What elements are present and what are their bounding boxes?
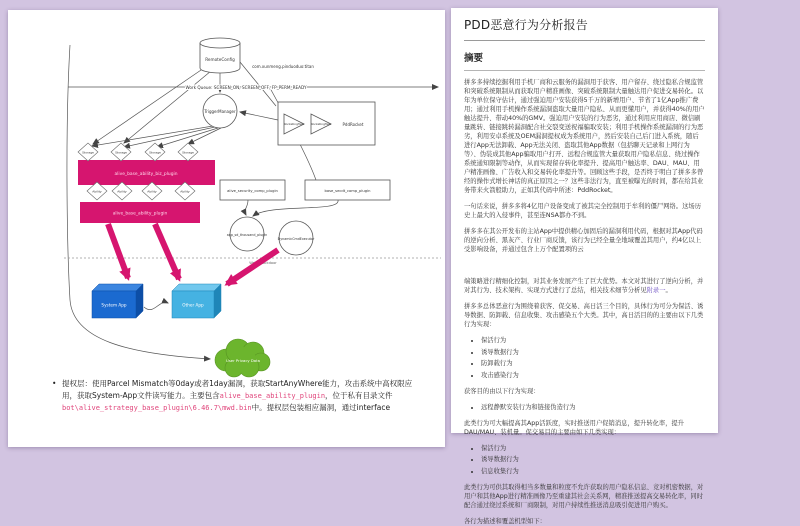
- note-text: 提权层：使用Parcel Mismatch等0day或者1day漏洞，获取StartAnyWhere能力，攻击系统中高权限应用，获取System-App文件读写能力。主要包含: [62, 379, 413, 400]
- ability-icon-label: Ability: [147, 189, 157, 194]
- storage-diamonds: [78, 143, 198, 161]
- paragraph-text: 端策略进行精细化控制，对其业务发展产生了巨大优势。本文对其进行了逆向分析，并对其行为、技术架构、实现方式进行了总结，相关技术细节分析见: [464, 278, 704, 294]
- paragraph: 此类行为可大幅提高其App活跃度，实时推送用户促销消息，提升转化率，提升DAU/MAU、装机量。促交易目的主要由如下几类实现：: [464, 419, 685, 436]
- base-plugin-node: [80, 202, 200, 223]
- storage-icon-label: Storage: [182, 150, 194, 155]
- security-plugin-node: [220, 180, 285, 200]
- rocket-task2-label: RocketingTask: [310, 122, 332, 126]
- note-text: 中。提权层包装相应漏洞，通过interface: [251, 403, 391, 413]
- system-app-node: [92, 284, 143, 318]
- other-app-label: Other App: [182, 302, 204, 308]
- cmd-executor-node: [278, 221, 315, 255]
- remote-config-label: RemoteConfig: [205, 57, 235, 62]
- paragraph: 一句话来说，拼多多将4亿用户设备变成了被其完全控制用于牟利的僵尸网络。这场历史上最大的入侵事件，甚至连NSA都办不到。: [464, 203, 701, 219]
- work-queue-label: Work Queue: SCREEN_ON, SCREEN_OFF, FP_PERM_READY: [185, 85, 307, 90]
- paragraph: 此类行为可供其取得相当多数量和粒度不允许获取的用户隐私信息、竞对机密数据，对用户和其他App进行精准画像乃至重建其社会关系网，精准推送提高交易转化率，同时配合通过绕过系统和厂商限制，对用户持续性推送消息吸引促进用户购买。: [464, 483, 704, 509]
- paragraph-text: 。: [665, 287, 672, 294]
- secdt-plugin-label: base_secdt_comp_plugin: [324, 189, 371, 193]
- abstract-divider: [464, 70, 705, 71]
- thousand-plugin-label: app_sd_thousand_plugin: [226, 233, 268, 237]
- list-item: • 远程静默安装行为和链接伪造行为: [481, 403, 705, 412]
- thousand-plugin-node: [227, 217, 268, 251]
- abstract-heading: 摘要: [464, 53, 484, 64]
- list-item: • 信息收集行为: [481, 467, 705, 476]
- report-title: PDD恶意行为分析报告: [464, 18, 588, 32]
- list-item: • 防卸载行为: [481, 359, 705, 368]
- paragraph: 拼多多在其公开发布的主站App中提供精心加固后的漏洞利用代码，根据对其App代码的逆向分析、黑灰产、行业厂商反馈，该行为已经全量全地域覆盖其用户，约4亿以上受影响设备，并通过包含上万个配置项的云: [464, 228, 703, 253]
- ability-icon-label: Ability: [180, 189, 190, 194]
- list-item: • 保活行为: [481, 336, 705, 345]
- pddrocket-label: PddRocket: [342, 122, 364, 127]
- paragraph: 各行为描述和覆盖机型如下：: [464, 517, 546, 525]
- privacy-data-cloud: [215, 339, 270, 377]
- system-app-label: System App: [101, 302, 127, 308]
- right-page: [451, 8, 718, 525]
- biz-plugin-label: alive_base_ability_biz_plugin: [114, 172, 178, 177]
- bullet-marker: •: [52, 379, 57, 388]
- privilege-escalation-note: [52, 378, 418, 414]
- storage-icon-label: Storage: [149, 150, 161, 155]
- appendix-link[interactable]: 附录一: [646, 287, 666, 294]
- rocket-task1-label: RocketingTask: [283, 122, 305, 126]
- remote-config-node: [200, 38, 240, 73]
- trade-behavior-list: [470, 444, 705, 476]
- high-dau-behavior-list: [470, 336, 705, 380]
- storage-icon-label: Storage: [115, 150, 127, 155]
- list-item: • 攻击感染行为: [481, 371, 705, 380]
- other-app-node: [172, 284, 221, 318]
- architecture-diagram: [8, 10, 445, 380]
- paragraph: 拼多多持续挖掘利用手机厂商和云服务的漏洞用于获客、用户留存、绕过隐私合规监管和突破系统限制从而获取用户精准画像、突破系统限制大量触达用户促进交易转化。以年为单位保守估计，通过强迫用户安装获得5千万的新增用户、节省了1亿App推广费用；通过利用手机操作系统漏洞盗取大量用户隐私、从而更懂用户，并获得40%的用户触达提升、带动40%的GMV。强迫用户安装的行为恶劣，通过利用应用商店、微信刷量跳转、链接跳转漏洞配合社交裂变送祝福骗取安装；利用手机操作系统漏洞的行为恶劣，利用安卓系统及OEM漏洞提权成为系统用户，然后安装自己后门进入系统，随后进行App无法卸载、App无法关闭、盗取其他App数据（包括聊天记录和上网行为等）、伪装成其他App骗取用户打开、远程合规监管大量获取用户隐私信息、绕过操作系统通知限制等动作，从而实现留存转化率提升、提高用户触达率、DAU、MAU、用户精准画像、广告收入和交易转化率提升等。回顾这些手段，是否终于明白了拼多多曾经的操作式增长神话的真正原因之一？这些非法行为，直至被曝光的时间，都在给其业务带来火箭般助力，正如其代码中所述：PddRocket。: [464, 79, 705, 194]
- secdt-plugin-node: [305, 180, 390, 200]
- trigger-manager-label: TriggerManager: [204, 109, 236, 114]
- abstract-body: [464, 78, 705, 526]
- list-item: • 诱导数据行为: [481, 348, 705, 357]
- paragraph: 获客目的由以下行为实现：: [464, 387, 540, 395]
- ability-icon-label: Ability: [117, 189, 127, 194]
- title-divider: [464, 40, 705, 41]
- biz-plugin-node: [78, 160, 215, 185]
- write-backdoor-label: Write Backdoor: [249, 261, 277, 265]
- acquire-behavior-list: [470, 403, 705, 412]
- paragraph: [464, 277, 705, 295]
- list-item: • 诱导数据行为: [481, 455, 705, 464]
- path-code-ref: bot\alive_strategy_base_plugin\6.46.7\mwd.bin: [62, 404, 252, 413]
- base-plugin-label: alive_base_ability_plugin: [112, 211, 168, 217]
- left-page: [8, 10, 445, 447]
- privacy-cloud-label: User Privacy Data: [226, 358, 260, 363]
- note-text: ，位于私有目录文件: [325, 391, 393, 400]
- plugin-code-ref: alive_base_ability_plugin: [219, 392, 326, 400]
- paragraph: 拼多多总体恶意行为围绕着获客、促交易、高日活三个目的，具体行为可分为保活、诱导数据、防卸载、信息收集、攻击感染五个大类。其中，高日活目的的主要由以下几类行为实现：: [464, 303, 704, 328]
- cmd-executor-label: DynamicCmdExecutor: [277, 237, 315, 241]
- trigger-manager-node: [203, 94, 237, 128]
- storage-icon-label: Storage: [82, 150, 94, 155]
- ability-icon-label: Ability: [92, 189, 102, 194]
- list-item: • 保活行为: [481, 444, 705, 453]
- pddrocket-node: [278, 102, 375, 145]
- security-plugin-label: alive_security_comp_plugin: [227, 189, 278, 193]
- process-name-label: com.xunmeng.pinduoduo:titan: [252, 64, 314, 69]
